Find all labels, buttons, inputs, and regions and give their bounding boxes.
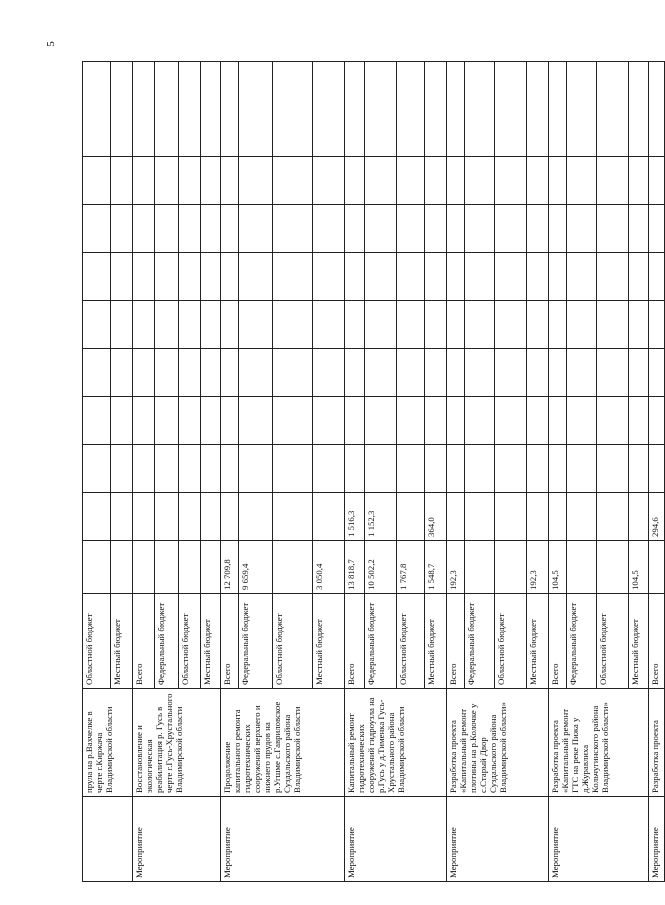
value-cell (597, 349, 629, 397)
table-row (83, 62, 111, 882)
value-cell (567, 349, 597, 397)
value-cell (239, 157, 273, 205)
value-cell (447, 253, 465, 301)
value-cell (345, 253, 365, 301)
value-cell (397, 349, 425, 397)
value-cell (567, 493, 597, 541)
value-cell (397, 493, 425, 541)
value-cell (649, 541, 665, 594)
value-cell (179, 205, 201, 253)
funding-source-cell: Местный бюджет (201, 594, 221, 689)
table-row (345, 62, 365, 882)
funding-source-cell: Местный бюджет (111, 594, 133, 689)
value-cell (345, 157, 365, 205)
value-cell (83, 349, 111, 397)
value-cell (83, 445, 111, 493)
value-cell (549, 397, 567, 445)
row-type-cell: Мероприятие (345, 797, 447, 882)
value-cell (549, 445, 567, 493)
value-cell (567, 62, 597, 157)
value-cell (313, 301, 345, 349)
value-cell (221, 157, 239, 205)
value-cell (447, 445, 465, 493)
value-cell (273, 541, 313, 594)
value-cell (221, 62, 239, 157)
value-cell (629, 157, 649, 205)
value-cell (465, 62, 495, 157)
value-cell (221, 253, 239, 301)
value-cell (133, 493, 155, 541)
funding-source-cell: Областной бюджет (273, 594, 313, 689)
value-cell (201, 205, 221, 253)
value-cell (567, 253, 597, 301)
value-cell (179, 397, 201, 445)
value-cell (365, 349, 397, 397)
value-cell (549, 301, 567, 349)
value-cell (495, 349, 527, 397)
value-cell (365, 397, 397, 445)
value-cell (567, 541, 597, 594)
value-cell (629, 253, 649, 301)
value-cell (273, 301, 313, 349)
value-cell (179, 301, 201, 349)
value-cell (155, 301, 179, 349)
funding-source-cell: Областной бюджет (495, 594, 527, 689)
value-cell (133, 397, 155, 445)
value-cell (201, 62, 221, 157)
value-cell (549, 349, 567, 397)
value-cell (527, 349, 549, 397)
row-type-cell: Мероприятие (447, 797, 549, 882)
funding-source-cell: Областной бюджет (83, 594, 111, 689)
value-cell (239, 62, 273, 157)
value-cell (201, 397, 221, 445)
funding-source-cell: Областной бюджет (397, 594, 425, 689)
value-cell (133, 157, 155, 205)
value-cell (133, 62, 155, 157)
value-cell (111, 349, 133, 397)
value-cell (111, 541, 133, 594)
value-cell (273, 349, 313, 397)
value-cell (649, 205, 665, 253)
value-cell (527, 445, 549, 493)
funding-source-cell: Всего (133, 594, 155, 689)
value-cell (221, 301, 239, 349)
value-cell (221, 493, 239, 541)
value-cell (397, 445, 425, 493)
value-cell (597, 301, 629, 349)
value-cell (649, 349, 665, 397)
value-cell (527, 205, 549, 253)
value-cell (567, 397, 597, 445)
value-cell (273, 157, 313, 205)
value-cell (201, 301, 221, 349)
value-cell (313, 157, 345, 205)
value-cell (597, 157, 629, 205)
value-cell (397, 62, 425, 157)
table-body (83, 62, 665, 882)
value-cell (397, 397, 425, 445)
value-cell (155, 541, 179, 594)
value-cell (239, 349, 273, 397)
value-cell (425, 445, 447, 493)
value-cell (425, 157, 447, 205)
value-cell (567, 301, 597, 349)
value-cell (201, 349, 221, 397)
value-cell (201, 253, 221, 301)
value-cell (365, 205, 397, 253)
value-cell (447, 205, 465, 253)
value-cell (649, 445, 665, 493)
value-cell (629, 445, 649, 493)
value-cell (397, 157, 425, 205)
table-row (447, 62, 465, 882)
value-cell (111, 157, 133, 205)
value-cell: 192,3 (527, 541, 549, 594)
value-cell: 104,5 (549, 541, 567, 594)
value-cell (629, 349, 649, 397)
value-cell (397, 301, 425, 349)
value-cell (179, 493, 201, 541)
page-number: 5 (45, 41, 57, 47)
funding-source-cell: Федеральный бюджет (365, 594, 397, 689)
value-cell (111, 253, 133, 301)
value-cell (495, 445, 527, 493)
value-cell: 364,0 (425, 493, 447, 541)
funding-source-cell: Всего (447, 594, 465, 689)
value-cell: 10 502,2 (365, 541, 397, 594)
funding-source-cell: Всего (549, 594, 567, 689)
value-cell (495, 205, 527, 253)
value-cell (549, 253, 567, 301)
table-row (649, 62, 665, 882)
row-name-cell: Разработка проекта (649, 689, 665, 797)
value-cell (345, 205, 365, 253)
value-cell (597, 62, 629, 157)
value-cell (111, 205, 133, 253)
funding-source-cell: Местный бюджет (527, 594, 549, 689)
value-cell (133, 349, 155, 397)
funding-source-cell: Федеральный бюджет (239, 594, 273, 689)
value-cell (629, 397, 649, 445)
funding-source-cell: Всего (649, 594, 665, 689)
value-cell (111, 493, 133, 541)
value-cell (425, 62, 447, 157)
value-cell (273, 397, 313, 445)
funding-source-cell: Федеральный бюджет (465, 594, 495, 689)
value-cell (239, 397, 273, 445)
value-cell: 104,5 (629, 541, 649, 594)
row-name-cell: прула на р.Вахчелке в черте г.Киржача Владимирской области (83, 689, 133, 797)
value-cell (649, 253, 665, 301)
value-cell (495, 541, 527, 594)
value-cell (397, 205, 425, 253)
value-cell (425, 205, 447, 253)
value-cell: 1 767,8 (397, 541, 425, 594)
value-cell (495, 253, 527, 301)
row-name-cell: Капитальный ремонт гидротехнических сооружений гидроузла на р.Гусь у д.Тименка Гусь-Хрустального района Владимирской области (345, 689, 447, 797)
value-cell (447, 301, 465, 349)
value-cell (201, 493, 221, 541)
value-cell (549, 157, 567, 205)
value-cell (465, 541, 495, 594)
value-cell (155, 445, 179, 493)
value-cell (179, 541, 201, 594)
value-cell (313, 349, 345, 397)
value-cell (567, 205, 597, 253)
value-cell (465, 445, 495, 493)
value-cell (345, 62, 365, 157)
value-cell (239, 493, 273, 541)
value-cell: 1 516,3 (345, 493, 365, 541)
value-cell (273, 493, 313, 541)
row-name-cell: Разработка проекта «Капитальный ремонт ГТС на реке Пижа у д.Журавлиха Кольчугинского района Владимирской области» (549, 689, 649, 797)
value-cell (313, 253, 345, 301)
value-cell (425, 349, 447, 397)
row-type-cell (83, 797, 133, 882)
value-cell (465, 253, 495, 301)
value-cell (597, 445, 629, 493)
value-cell (549, 62, 567, 157)
funding-source-cell: Федеральный бюджет (567, 594, 597, 689)
value-cell (597, 205, 629, 253)
value-cell (365, 157, 397, 205)
value-cell (495, 397, 527, 445)
value-cell (155, 205, 179, 253)
rotated-page (82, 62, 660, 882)
value-cell (83, 301, 111, 349)
value-cell (221, 205, 239, 253)
value-cell (447, 349, 465, 397)
value-cell (527, 157, 549, 205)
value-cell (273, 62, 313, 157)
value-cell (447, 397, 465, 445)
value-cell: 12 709,8 (221, 541, 239, 594)
value-cell (527, 62, 549, 157)
value-cell: 1 548,7 (425, 541, 447, 594)
value-cell (179, 253, 201, 301)
row-type-cell: Мероприятие (649, 797, 665, 882)
value-cell (425, 397, 447, 445)
value-cell (495, 157, 527, 205)
value-cell: 294,6 (649, 493, 665, 541)
table-row (221, 62, 239, 882)
value-cell (365, 445, 397, 493)
value-cell (465, 349, 495, 397)
value-cell (313, 205, 345, 253)
value-cell (425, 301, 447, 349)
value-cell (345, 445, 365, 493)
value-cell (365, 253, 397, 301)
row-type-cell: Мероприятие (549, 797, 649, 882)
value-cell (567, 445, 597, 493)
value-cell (111, 301, 133, 349)
row-name-cell: Разработка проекта «Капитальный ремонт плотины на р.Колочке у с.Старый Двор Суздальского района Владимирской области» (447, 689, 549, 797)
value-cell (239, 205, 273, 253)
value-cell (313, 62, 345, 157)
value-cell (465, 205, 495, 253)
value-cell (465, 301, 495, 349)
value-cell (273, 205, 313, 253)
funding-source-cell: Местный бюджет (629, 594, 649, 689)
value-cell (133, 445, 155, 493)
value-cell (155, 157, 179, 205)
value-cell (221, 397, 239, 445)
value-cell (155, 62, 179, 157)
value-cell (83, 205, 111, 253)
value-cell (273, 445, 313, 493)
value-cell (179, 157, 201, 205)
table-row (549, 62, 567, 882)
value-cell (83, 157, 111, 205)
value-cell (345, 349, 365, 397)
value-cell (221, 445, 239, 493)
value-cell (155, 253, 179, 301)
value-cell (273, 253, 313, 301)
value-cell (365, 62, 397, 157)
value-cell (239, 445, 273, 493)
funding-source-cell: Всего (345, 594, 365, 689)
funding-source-cell: Федеральный бюджет (155, 594, 179, 689)
value-cell (345, 397, 365, 445)
value-cell (201, 157, 221, 205)
value-cell (527, 253, 549, 301)
value-cell (549, 493, 567, 541)
value-cell (495, 301, 527, 349)
value-cell (597, 493, 629, 541)
value-cell (133, 253, 155, 301)
value-cell (597, 253, 629, 301)
value-cell (629, 301, 649, 349)
value-cell (83, 493, 111, 541)
value-cell (111, 445, 133, 493)
value-cell (83, 397, 111, 445)
value-cell (201, 445, 221, 493)
value-cell (179, 445, 201, 493)
value-cell (133, 301, 155, 349)
value-cell (629, 493, 649, 541)
value-cell (133, 541, 155, 594)
table-row (133, 62, 155, 882)
value-cell (549, 205, 567, 253)
row-type-cell: Мероприятие (133, 797, 221, 882)
funding-source-cell: Местный бюджет (313, 594, 345, 689)
budget-table (82, 61, 665, 882)
value-cell (111, 397, 133, 445)
value-cell (313, 493, 345, 541)
value-cell (495, 62, 527, 157)
value-cell (447, 157, 465, 205)
value-cell (239, 301, 273, 349)
value-cell: 192,3 (447, 541, 465, 594)
value-cell (155, 349, 179, 397)
value-cell (527, 397, 549, 445)
value-cell (567, 157, 597, 205)
value-cell (649, 301, 665, 349)
value-cell (447, 62, 465, 157)
row-type-cell: Мероприятие (221, 797, 345, 882)
value-cell (649, 397, 665, 445)
value-cell (465, 493, 495, 541)
value-cell (83, 541, 111, 594)
funding-source-cell: Областной бюджет (179, 594, 201, 689)
value-cell (111, 62, 133, 157)
funding-source-cell: Местный бюджет (425, 594, 447, 689)
value-cell (83, 62, 111, 157)
row-name-cell: Восстановление и экологическая реабилитация р. Гусь в черте г.Гусь-Хрустального Владимирской области (133, 689, 221, 797)
value-cell: 13 818,7 (345, 541, 365, 594)
value-cell (83, 253, 111, 301)
value-cell (221, 349, 239, 397)
value-cell (201, 541, 221, 594)
value-cell (425, 253, 447, 301)
value-cell (155, 493, 179, 541)
value-cell (649, 157, 665, 205)
value-cell (365, 301, 397, 349)
value-cell (179, 349, 201, 397)
value-cell (345, 301, 365, 349)
value-cell (133, 205, 155, 253)
value-cell (527, 301, 549, 349)
value-cell (597, 541, 629, 594)
row-name-cell: Продолжение капитального ремонта гидротехнических сооружений верхнего и нижнего прудов на р.Угшме с.Гавриловское Суздальского района Владимирской области (221, 689, 345, 797)
value-cell (629, 205, 649, 253)
value-cell (155, 397, 179, 445)
value-cell (239, 253, 273, 301)
value-cell (397, 253, 425, 301)
funding-source-cell: Областной бюджет (597, 594, 629, 689)
value-cell: 9 659,4 (239, 541, 273, 594)
value-cell (465, 397, 495, 445)
value-cell (465, 157, 495, 205)
value-cell (179, 62, 201, 157)
value-cell (447, 493, 465, 541)
value-cell (527, 493, 549, 541)
value-cell (649, 62, 665, 157)
value-cell: 1 152,3 (365, 493, 397, 541)
value-cell (313, 445, 345, 493)
value-cell (313, 397, 345, 445)
value-cell (597, 397, 629, 445)
funding-source-cell: Всего (221, 594, 239, 689)
value-cell (495, 493, 527, 541)
value-cell: 3 050,4 (313, 541, 345, 594)
value-cell (629, 62, 649, 157)
